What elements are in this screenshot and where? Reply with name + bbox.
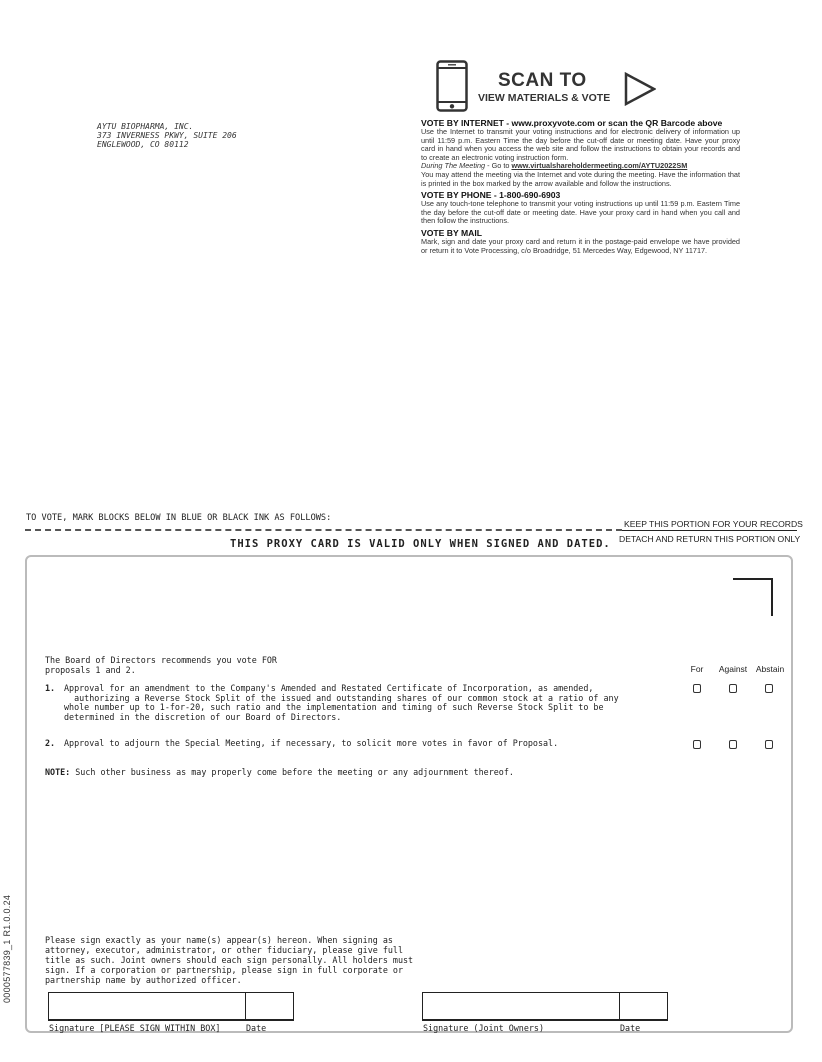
joint-signature-box[interactable] [422,992,668,1021]
keep-portion-underline [622,530,797,531]
proposal-1-for-checkbox[interactable] [693,684,701,693]
signature-label: Signature [PLEASE SIGN WITHIN BOX] [49,1023,221,1033]
board-recommendation-line2: proposals 1 and 2. [45,665,136,675]
mail-body: Mark, sign and date your proxy card and return it in the postage-paid envelope we have provided or return it to Vote Processing, c/o Broadridge, 51 Mercedes Way, Edgewood, NY 11717. [421,236,740,255]
joint-signature-date-divider [619,992,620,1021]
signature-date-divider [245,992,246,1021]
signing-instructions: Please sign exactly as your name(s) appear(s) hereon. When signing as attorney, executor, administrator, or other fiduciary, please give full title as such. Joint owners should each sign personally. All holders must sign. If a corporation or partnership, please sign in full corporate or partnership name by authorized officer. [45,935,414,985]
side-control-code: 0000577839_1 R1.0.0.24 [2,894,12,1003]
joint-signature-label: Signature (Joint Owners) [423,1023,545,1033]
meeting-label: During The Meeting [421,161,486,171]
detach-dashed-line [25,529,622,531]
proposal-1-abstain-checkbox[interactable] [765,684,773,693]
column-against: Against [718,664,748,674]
proposal-2-text: Approval to adjourn the Special Meeting, if necessary, to solicit more votes in favor of Proposal. [64,738,559,748]
triangle-right-icon [624,72,656,106]
internet-body: Use the Internet to transmit your voting instructions and for electronic delivery of information up until 11:59 p.m. Eastern Time the day before the cut-off date or meeting date. Have your proxy card in hand when you access the web site and follow the instructions to obtain your records and to create an electronic voting instruction form. [421,127,740,162]
proposal-1-number: 1. [45,683,56,693]
company-name: AYTU BIOPHARMA, INC. [97,122,194,131]
proposal-2-for-checkbox[interactable] [693,740,701,749]
corner-mark [733,578,773,616]
signature-box[interactable] [48,992,294,1021]
meeting-url-link[interactable]: www.virtualshareholdermeeting.com/AYTU2022SM [511,161,688,171]
company-city: ENGLEWOOD, CO 80112 [97,140,189,149]
voting-instructions [421,116,740,255]
mail-heading: VOTE BY MAIL [421,227,482,238]
phone-body: Use any touch-tone telephone to transmit your voting instructions up until 11:59 p.m. Eastern Time the day before the cut-off date or meeting date. Have your proxy card in hand when you call and then follow the instructions. [421,199,740,226]
note-line [45,767,514,777]
proposal-1-against-checkbox[interactable] [729,684,737,693]
internet-heading: VOTE BY INTERNET - www.proxyvote.com or scan the QR Barcode above [421,118,723,128]
mark-blocks-instruction: TO VOTE, MARK BLOCKS BELOW IN BLUE OR BLACK INK AS FOLLOWS: [26,513,332,523]
proposal-2 [45,739,605,751]
board-recommendation [45,655,277,675]
scan-subtitle: VIEW MATERIALS & VOTE [478,92,611,104]
keep-portion-label: KEEP THIS PORTION FOR YOUR RECORDS [624,519,803,529]
company-address [97,122,237,149]
date-label: Date [246,1023,267,1033]
detach-portion-label: DETACH AND RETURN THIS PORTION ONLY [619,534,801,544]
meeting-goto: - Go to [485,161,512,171]
column-abstain: Abstain [755,664,785,674]
board-recommendation-line1: The Board of Directors recommends you vote FOR [45,655,277,665]
proposal-1 [45,683,619,724]
proposal-2-abstain-checkbox[interactable] [765,740,773,749]
phone-heading: VOTE BY PHONE - 1-800-690-6903 [421,190,561,201]
meeting-body: You may attend the meeting via the Internet and vote during the meeting. Have the information that is printed in the box marked by the arrow available and follow the instructions. [421,169,740,188]
proposal-2-number: 2. [45,738,56,748]
scan-title: SCAN TO [498,70,587,91]
column-for: For [690,664,704,674]
joint-date-label: Date [620,1023,641,1033]
company-street: 373 INVERNESS PKWY, SUITE 206 [97,131,237,140]
valid-only-note: THIS PROXY CARD IS VALID ONLY WHEN SIGNED AND DATED. [230,538,611,550]
proposal-1-text: Approval for an amendment to the Company's Amended and Restated Certificate of Incorporation, as amended, authorizing a Reverse Stock Split of the issued and outstanding shares of our common stock at a ratio of any whole number up to 1-for-20, such ratio and the implementation and timing of such Reverse Stock Split to be determined in the discretion of our Board of Directors. [64,683,619,722]
note-label: NOTE: [45,767,71,777]
note-text: Such other business as may properly come before the meeting or any adjournment thereof. [70,767,514,777]
proposal-2-against-checkbox[interactable] [729,740,737,749]
smartphone-icon [436,60,468,112]
